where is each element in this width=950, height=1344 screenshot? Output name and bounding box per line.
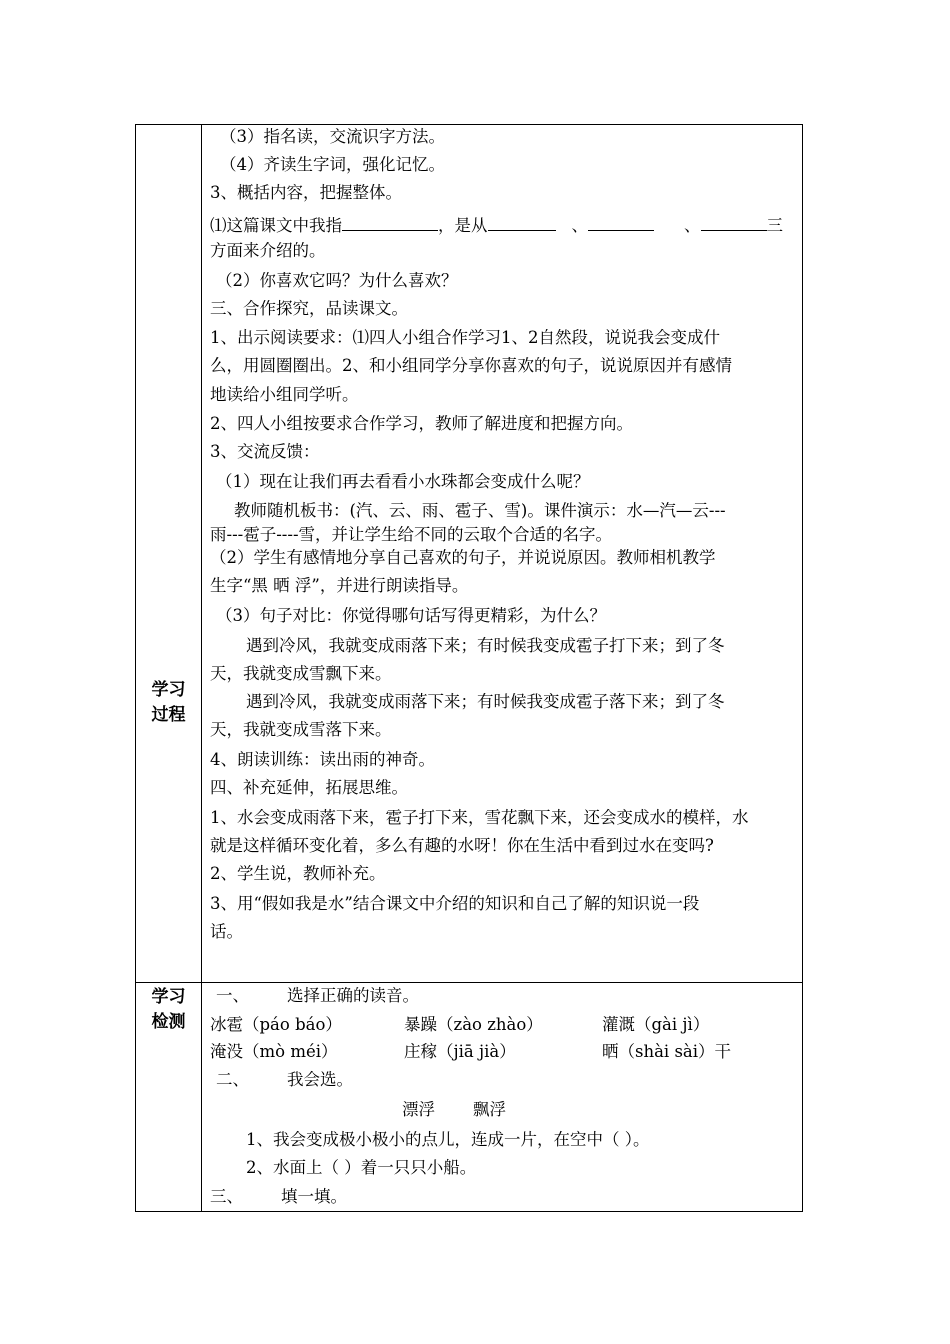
pinyin-item: 淹没（mò méi） — [210, 1042, 338, 1061]
text-line: 3、用“假如我是水”结合课文中介绍的知识和自己了解的知识说一段 — [210, 894, 700, 913]
blank-3 — [588, 212, 654, 231]
question-1-heading — [216, 985, 419, 1007]
pinyin-item: 暴躁（zào zhào） — [404, 1015, 543, 1034]
blank-1 — [342, 212, 438, 231]
pinyin-item: 庄稼（jiā jià） — [404, 1042, 516, 1061]
q1-title: 选择正确的读音。 — [287, 986, 419, 1005]
label-process-1: 学习 — [151, 680, 186, 700]
question-2-heading — [216, 1069, 353, 1091]
text-line: 1、水会变成雨落下来，雹子打下来，雪花飘下来，还会变成水的模样，水 — [210, 808, 749, 827]
pinyin-item: 灌溉（gài jì） — [602, 1015, 710, 1034]
column-divider — [201, 125, 202, 1211]
q3-number: 三、 — [210, 1187, 243, 1206]
pinyin-item: 冰雹（páo báo） — [210, 1015, 342, 1034]
fill-sep-1: 、 — [571, 216, 588, 235]
row-divider — [136, 982, 802, 983]
text-line: 2、学生说，教师补充。 — [210, 864, 386, 883]
fill-pre: ⑴这篇课文中我指 — [210, 216, 342, 235]
blank-4 — [701, 212, 767, 231]
text-line: 方面来介绍的。 — [210, 241, 326, 260]
text-line: 4、朗读训练：读出雨的神奇。 — [210, 750, 435, 769]
q3-title: 填一填。 — [281, 1187, 347, 1206]
text-line: （2）学生有感情地分享自己喜欢的句子，并说说原因。教师相机教学 — [210, 548, 716, 567]
text-line: 遇到冷风，我就变成雨落下来；有时候我变成雹子打下来；到了冬 — [246, 636, 725, 655]
text-line: 天，我就变成雪落下来。 — [210, 720, 392, 739]
text-line: （4）齐读生字词，强化记忆。 — [220, 155, 445, 174]
fill-sep-2: 、 — [684, 216, 701, 235]
fill-post: 三 — [766, 216, 783, 235]
row-label-process — [136, 678, 201, 728]
text-line: 1、出示阅读要求：⑴四人小组合作学习1、2自然段，说说我会变成什 — [210, 328, 720, 347]
pinyin-item: 晒（shài sài）干 — [602, 1042, 732, 1061]
q2-number: 二、 — [216, 1070, 249, 1089]
option-2: 飘浮 — [473, 1100, 506, 1119]
q1-number: 一、 — [216, 986, 249, 1005]
question-2-item-1: 1、我会变成极小极小的点儿，连成一片，在空中（ ）。 — [246, 1130, 650, 1149]
text-line: 遇到冷风，我就变成雨落下来；有时候我变成雹子落下来；到了冬 — [246, 692, 725, 711]
label-test-2: 检测 — [151, 1012, 186, 1032]
text-line: 生字“黑 晒 浮”，并进行朗读指导。 — [210, 576, 469, 595]
text-line: 就是这样循环变化着，多么有趣的水呀！你在生活中看到过水在变吗? — [210, 836, 714, 855]
text-line: 天，我就变成雪飘下来。 — [210, 664, 392, 683]
label-process-2: 过程 — [151, 705, 186, 725]
word-options — [402, 1099, 506, 1121]
text-line: 四、补充延伸，拓展思维。 — [210, 778, 408, 797]
option-1: 漂浮 — [402, 1100, 435, 1119]
fill-mid: ，是从 — [438, 216, 488, 235]
row-label-test — [136, 985, 201, 1035]
q2-title: 我会选。 — [287, 1070, 353, 1089]
question-3-heading — [210, 1186, 347, 1208]
lesson-table — [135, 124, 803, 1212]
label-test-1: 学习 — [151, 987, 186, 1007]
text-line: 三、合作探究，品读课文。 — [210, 299, 408, 318]
text-line: 3、交流反馈： — [210, 442, 320, 461]
text-line: （1）现在让我们再去看看小水珠都会变成什么呢？ — [216, 472, 590, 491]
question-2-item-2: 2、水面上（ ）着一只只小船。 — [246, 1158, 477, 1177]
text-line: 话。 — [210, 922, 243, 941]
blank-2 — [488, 212, 556, 231]
text-line: 么，用圆圈圈出。2、和小组同学分享你喜欢的句子，说说原因并有感情 — [210, 356, 732, 375]
text-line: （3）句子对比：你觉得哪句话写得更精彩，为什么？ — [216, 606, 606, 625]
text-line: 3、概括内容，把握整体。 — [210, 183, 402, 202]
fill-in-line — [210, 212, 783, 237]
text-line: 教师随机板书：(汽、云、雨、雹子、雪)。课件演示：水—汽—云--- — [234, 501, 726, 520]
text-line: （3）指名读，交流识字方法。 — [220, 127, 445, 146]
text-line: 2、四人小组按要求合作学习，教师了解进度和把握方向。 — [210, 414, 633, 433]
text-line: （2）你喜欢它吗？为什么喜欢？ — [216, 271, 458, 290]
text-line: 雨---雹子----雪，并让学生给不同的云取个合适的名字。 — [210, 525, 613, 544]
text-line: 地读给小组同学听。 — [210, 385, 359, 404]
